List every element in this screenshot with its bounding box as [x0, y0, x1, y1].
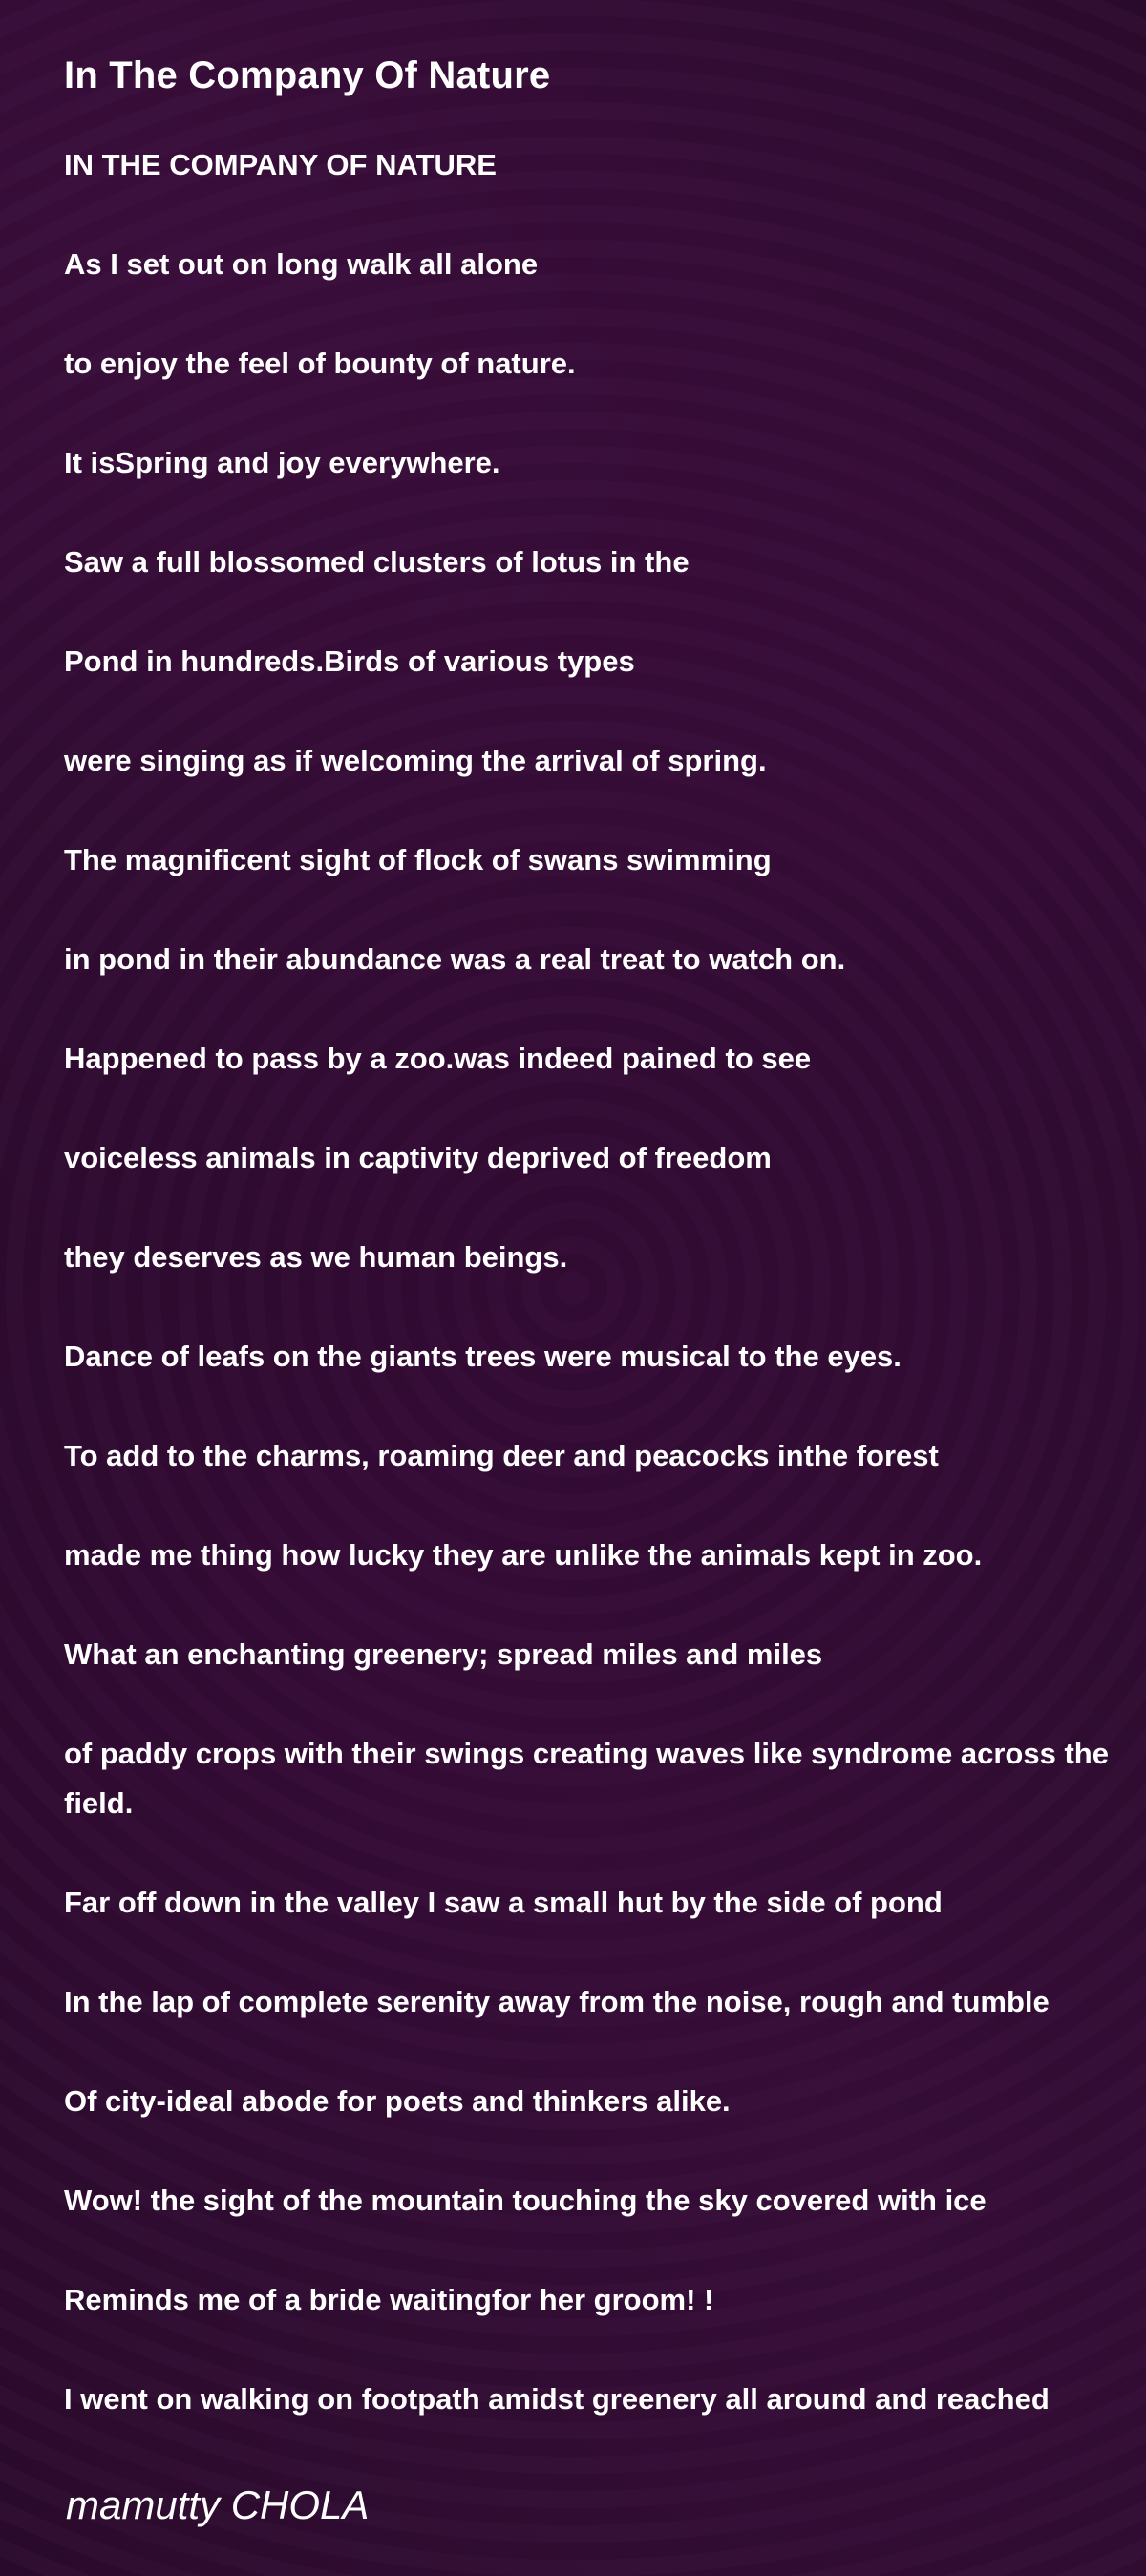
poem-line: were singing as if welcoming the arrival of spring. [64, 744, 767, 777]
poem-line: I went on walking on footpath amidst greenery all around and reached [64, 2382, 1050, 2416]
poem-line: in pond in their abundance was a real treat to watch on. [64, 942, 846, 976]
poem-line: to enjoy the feel of bounty of nature. [64, 347, 576, 380]
poem-line: IN THE COMPANY OF NATURE [64, 148, 497, 181]
poem-line: What an enchanting greenery; spread miles and miles [64, 1637, 823, 1671]
poem-line: voiceless animals in captivity deprived of freedom [64, 1141, 772, 1174]
poem-line: Dance of leafs on the giants trees were musical to the eyes. [64, 1340, 902, 1373]
poem-title: In The Company Of Nature [64, 54, 551, 96]
poem-line: To add to the charms, roaming deer and peacocks inthe forest [64, 1439, 939, 1472]
poem-line: It isSpring and joy everywhere. [64, 446, 500, 479]
poem-line: Saw a full blossomed clusters of lotus in the [64, 545, 690, 579]
poem-line: Happened to pass by a zoo.was indeed pained to see [64, 1042, 812, 1075]
poem-line: The magnificent sight of flock of swans swimming [64, 843, 772, 876]
poem-line: Reminds me of a bride waitingfor her groom! ! [64, 2283, 714, 2316]
poem-body [64, 140, 1108, 2424]
poem-line: Wow! the sight of the mountain touching the sky covered with ice [64, 2184, 987, 2217]
poem-line: of paddy crops with their swings creating waves like syndrome across the field. [64, 1737, 1109, 1820]
poem-line: As I set out on long walk all alone [64, 247, 539, 281]
poem-line: made me thing how lucky they are unlike the animals kept in zoo. [64, 1538, 983, 1572]
poem-line: In the lap of complete serenity away from the noise, rough and tumble [64, 1985, 1050, 2018]
poem-line: they deserves as we human beings. [64, 1240, 568, 1274]
poem-author: mamutty CHOLA [66, 2482, 370, 2527]
poem-line: Pond in hundreds.Birds of various types [64, 644, 635, 678]
poem-line: Of city-ideal abode for poets and thinkers alike. [64, 2084, 731, 2118]
poem-line: Far off down in the valley I saw a small hut by the side of pond [64, 1886, 943, 1919]
